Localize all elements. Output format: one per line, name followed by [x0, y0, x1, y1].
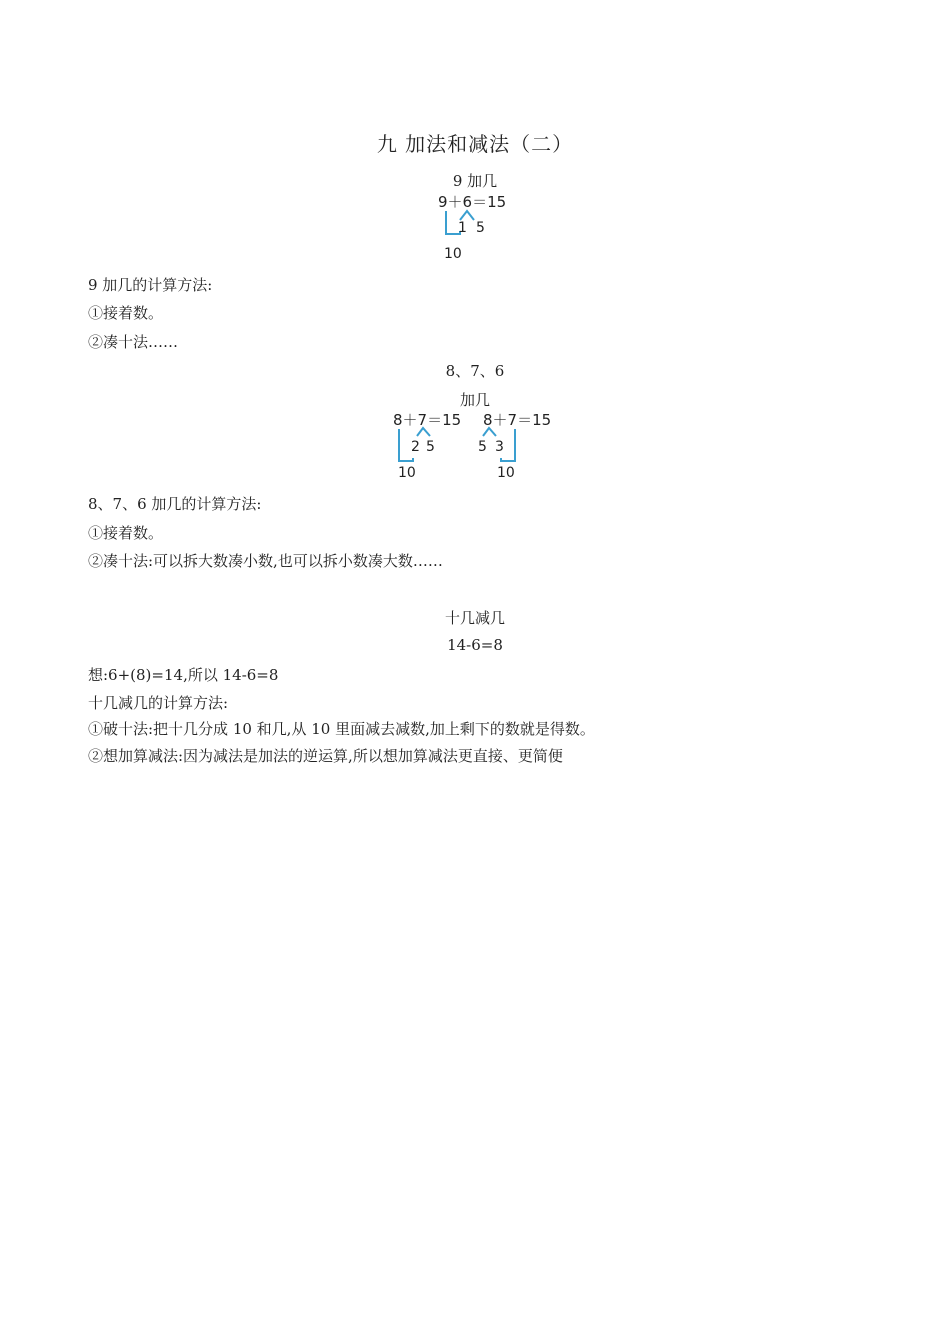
- section2b-equation: 8＋7＝15: [483, 411, 552, 429]
- section2-heading-line2: 加几: [459, 391, 490, 409]
- section2a-split-right: 5: [426, 439, 435, 455]
- section2-method-title: 8、7、6 加几的计算方法:: [88, 495, 262, 513]
- section1-split-left: 1: [458, 220, 467, 236]
- section3-think: 想:6+(8)=14,所以 14-6=8: [88, 666, 279, 684]
- section2-diagram-b: [475, 408, 565, 484]
- section2b-split-line: [483, 428, 496, 436]
- section1-heading: 9 加几: [452, 172, 498, 190]
- section3-heading: 十几减几: [444, 609, 505, 627]
- section1-method-1: ①接着数。: [88, 304, 164, 322]
- section1-sum-ten: 10: [444, 246, 462, 262]
- section3-method-title: 十几减几的计算方法:: [88, 694, 229, 712]
- section2-method-2: ②凑十法:可以拆大数凑小数,也可以拆小数凑大数……: [88, 552, 443, 570]
- section2-heading-line1: 8、7、6: [445, 362, 505, 380]
- section2b-split-right: 3: [495, 439, 504, 455]
- section2b-split-left: 5: [478, 439, 487, 455]
- section2b-sum-ten: 10: [497, 465, 515, 481]
- section1-diagram: [430, 190, 520, 266]
- section2a-equation: 8＋7＝15: [393, 411, 462, 429]
- section2a-sum-ten: 10: [398, 465, 416, 481]
- page-title: 九 加法和减法（二）: [376, 132, 574, 156]
- section2-diagram-a: [390, 408, 470, 484]
- section1-equation: 9＋6＝15: [438, 193, 507, 211]
- section1-method-title: 9 加几的计算方法:: [88, 276, 213, 294]
- section1-split-line: [460, 211, 474, 220]
- section3-method-1: ①破十法:把十几分成 10 和几,从 10 里面减去减数,加上剩下的数就是得数。: [88, 720, 595, 738]
- section1-method-2: ②凑十法……: [88, 333, 179, 351]
- section1-split-right: 5: [476, 220, 485, 236]
- section3-example: 14-6=8: [447, 636, 503, 654]
- section3-method-2: ②想加算减法:因为减法是加法的逆运算,所以想加算减法更直接、更简便: [88, 747, 563, 765]
- section2a-split-left: 2: [411, 439, 420, 455]
- section2-method-1: ①接着数。: [88, 524, 164, 542]
- section2a-split-line: [417, 428, 430, 436]
